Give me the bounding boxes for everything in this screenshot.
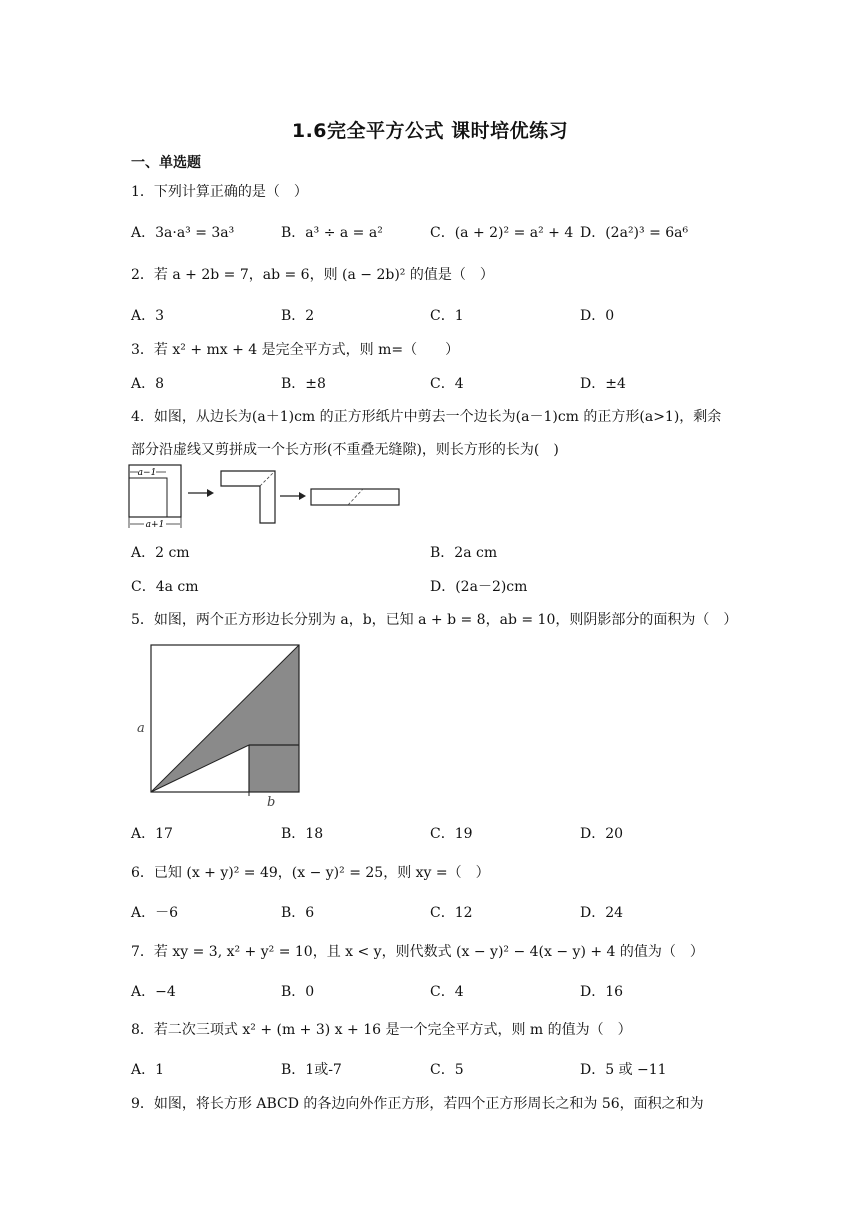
question-6-option-a: A．－6 — [131, 905, 179, 921]
question-8-option-b: B．1或-7 — [281, 1062, 342, 1078]
dashed-cut-line — [260, 471, 275, 486]
question-8-stem: 8．若二次三项式 x² + (m + 3) x + 16 是一个完全平方式，则 m 的值为（ ） — [131, 1022, 632, 1038]
label-a-minus-1: a−1 — [137, 468, 157, 478]
label-a: a — [137, 721, 145, 736]
question-1-stem: 1．下列计算正确的是（ ） — [131, 184, 308, 200]
question-5-option-a: A．17 — [131, 826, 173, 842]
question-2-option-b: B．2 — [281, 308, 315, 324]
inner-square — [129, 478, 167, 517]
shaded-small-square — [249, 745, 299, 792]
question-8-option-a: A．1 — [131, 1062, 165, 1078]
question-7-stem: 7．若 xy = 3, x² + y² = 10，且 x < y，则代数式 (x − y)² − 4(x − y) + 4 的值为（ ） — [131, 944, 704, 960]
question-7-option-d: D．16 — [580, 984, 624, 1000]
question-6-option-b: B．6 — [281, 905, 315, 921]
question-1-option-d: D．(2a²)³ = 6a⁶ — [580, 225, 689, 241]
question-5-stem: 5．如图，两个正方形边长分别为 a，b，已知 a + b = 8，ab = 10，则阴影部分的面积为（ ） — [131, 612, 738, 628]
question-1-option-c: C．(a + 2)² = a² + 4 — [430, 225, 574, 241]
question-6-option-c: C．12 — [430, 905, 473, 921]
question-3-option-b: B．±8 — [281, 376, 326, 392]
question-2-option-c: C．1 — [430, 308, 464, 324]
label-a-plus-1: a+1 — [145, 520, 165, 530]
question-4-option-d: D．(2a－2)cm — [430, 579, 528, 595]
question-5-option-b: B．18 — [281, 826, 324, 842]
question-7-option-b: B．0 — [281, 984, 315, 1000]
arrow-head — [207, 489, 214, 497]
question-2-option-d: D．0 — [580, 308, 615, 324]
question-8-option-c: C．5 — [430, 1062, 464, 1078]
question-1-option-a: A．3a·a³ = 3a³ — [131, 225, 235, 241]
arrow-head — [299, 492, 306, 500]
label-b: b — [267, 795, 276, 810]
question-6-option-d: D．24 — [580, 905, 624, 921]
question-9-stem: 9．如图，将长方形 ABCD 的各边向外作正方形，若四个正方形周长之和为 56，面积之和为 — [131, 1096, 704, 1112]
question-4-option-a: A．2 cm — [131, 545, 190, 561]
question-4-stem-line2: 部分沿虚线又剪拼成一个长方形(不重叠无缝隙)，则长方形的长为( ) — [131, 442, 559, 458]
question-6-stem: 6．已知 (x + y)² = 49，(x − y)² = 25，则 xy =（ ） — [131, 865, 490, 881]
question-5-option-d: D．20 — [580, 826, 624, 842]
question-3-option-a: A．8 — [131, 376, 165, 392]
question-1-option-b: B．a³ ÷ a = a² — [281, 225, 383, 241]
question-8-option-d: D．5 或 −11 — [580, 1062, 667, 1078]
question-2-option-a: A．3 — [131, 308, 165, 324]
page-title: 1.6完全平方公式 课时培优练习 — [291, 120, 569, 142]
question-4-option-c: C．4a cm — [131, 579, 199, 595]
question-7-option-a: A．−4 — [131, 984, 176, 1000]
section-heading: 一、单选题 — [131, 155, 201, 171]
question-7-option-c: C．4 — [430, 984, 464, 1000]
question-5-option-c: C．19 — [430, 826, 473, 842]
l-shape — [221, 471, 275, 523]
question-3-option-c: C．4 — [430, 376, 464, 392]
question-4-figure — [128, 462, 408, 532]
question-4-option-b: B．2a cm — [430, 545, 498, 561]
question-4-stem-line1: 4．如图，从边长为(a＋1)cm 的正方形纸片中剪去一个边长为(a－1)cm 的正方形(a>1)，剩余 — [131, 409, 722, 425]
question-3-stem: 3．若 x² + mx + 4 是完全平方式，则 m=（ ） — [131, 342, 460, 358]
question-5-figure — [128, 640, 308, 810]
question-3-option-d: D．±4 — [580, 376, 626, 392]
question-2-stem: 2．若 a + 2b = 7，ab = 6，则 (a − 2b)² 的值是（ ） — [131, 267, 494, 283]
